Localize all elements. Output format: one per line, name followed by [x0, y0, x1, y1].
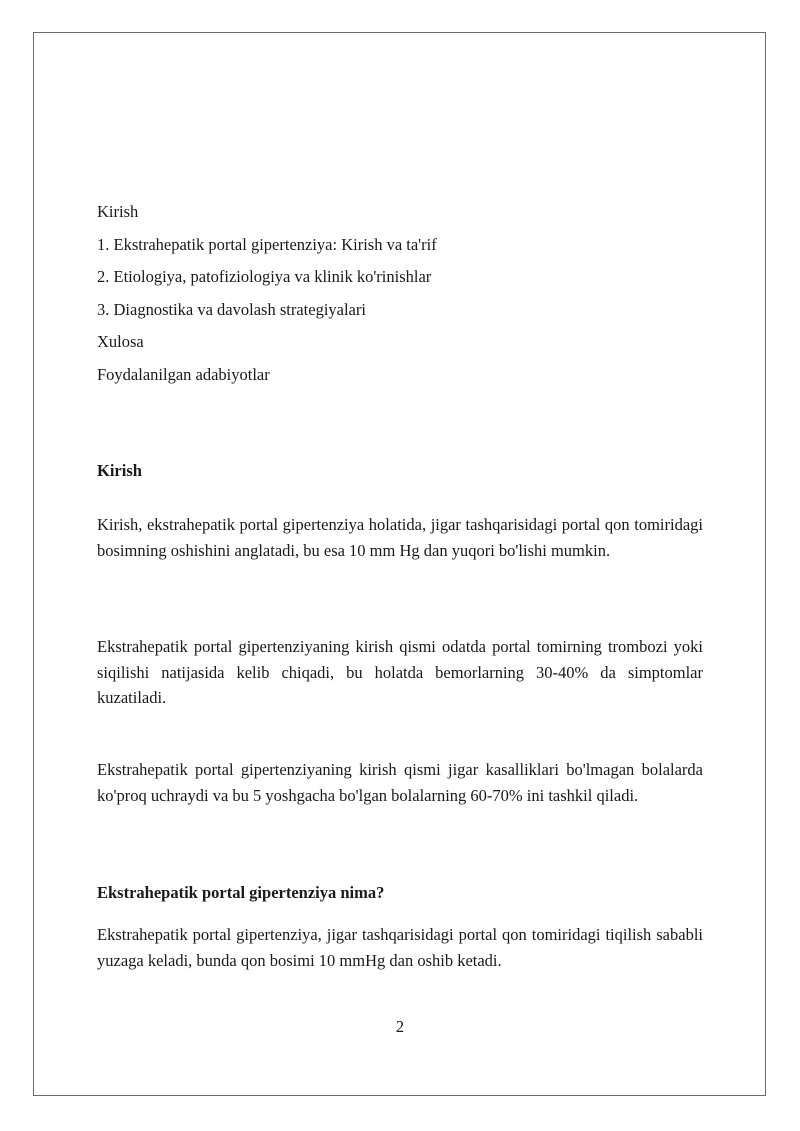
toc-item-conclusion: Xulosa	[97, 332, 144, 352]
toc-item-references: Foydalanilgan adabiyotlar	[97, 364, 270, 384]
paragraph-intro-1: Kirish, ekstrahepatik portal gipertenziya holatida, jigar tashqarisidagi portal qon tomiridagi bosimning oshishini anglatadi, bu esa 10 mm Hg dan yuqori bo'lishi mumkin.	[97, 515, 703, 560]
toc-item-1: 1. Ekstrahepatik portal gipertenziya: Kirish va ta'rif	[97, 234, 437, 254]
page-number: 2	[395, 1017, 405, 1036]
section-heading-intro: Kirish	[97, 461, 142, 480]
toc-item-3: 3. Diagnostika va davolash strategiyalari	[97, 299, 366, 319]
paragraph-definition-1: Ekstrahepatik portal gipertenziya, jigar tashqarisidagi portal qon tomiridagi tiqilish sababli yuzaga keladi, bunda qon bosimi 10 mmHg dan oshib ketadi.	[97, 925, 703, 970]
toc-item-intro: Kirish	[97, 202, 139, 221]
toc-item-2: 2. Etiologiya, patofiziologiya va klinik ko'rinishlar	[97, 267, 432, 287]
section-heading-definition: Ekstrahepatik portal gipertenziya nima?	[97, 883, 385, 902]
paragraph-intro-3: Ekstrahepatik portal gipertenziyaning kirish qismi jigar kasalliklari bo'lmagan bolalarda ko'proq uchraydi va bu 5 yoshgacha bo'lgan bolalarning 60-70% ini tashkil qiladi.	[97, 760, 703, 805]
table-of-contents	[97, 199, 703, 395]
paragraph-intro-2: Ekstrahepatik portal gipertenziyaning kirish qismi odatda portal tomirning trombozi yoki siqilishi natijasida kelib chiqadi, bu holatda bemorlarning 30-40% da simptomlar kuzatiladi.	[97, 637, 703, 708]
